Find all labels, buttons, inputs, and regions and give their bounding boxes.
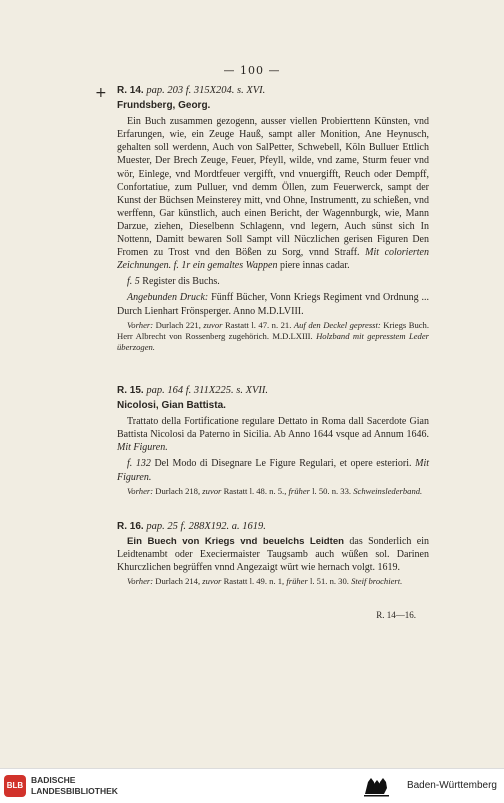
entry-header: R. 16. pap. 25 f. 288X192. a. 1619. [117,521,266,532]
entry-header: R. 15. pap. 164 f. 311X225. s. XVII. [117,385,269,396]
entry-folio-note: f. 5 Register dis Buchs. [127,276,220,288]
entry-r15 [117,384,429,497]
entry-r16 [117,520,429,587]
entry-folio-note: f. 132 Del Modo di Disegnare Le Figure Regulari, et opere esteriori. Mit Figuren. [117,458,430,483]
viewer-footer [0,768,504,803]
entry-description: Ein Buch zusammen gezogenn, ausser viellen Probierttenn Künsten, vnd Erfarungen, wie, ein Zeuge Hauß, sampt aller Monition, Ane Heynusch, gehalten soll werdenn, Auch von SalPetter, Schwebell, Köln Bulluer Ettlich Muester, Der Brech Zeuge, Feuer, Pfeyll, wilde, vnd zame, Sturm feuer vnd wör, Einlege, vnd Mordtfeuer vergifft, vnd vnuergifft, Reuch oder Dempff, Confortatiue, zum Pulluer, vnd demm Öllen, zum Feuerwerck, sampt der Kunst der Büchsen Meinsterey mitt, vnd Ohne, Instrumentt, zu schießen, vnd werffenn, Gar künstlich, auch einen Bericht, der Wagennburgk, wie, Mann Darzue, ziehen, Dieselbenn Schlagenn, vnd legern, Auch sünst sich In Nottenn, Damitt bewaren Soll Sampt vill Nüczlichen gerisen Figuren Den Fromen zu Trost vnd den Bößen zu Sorg, vnnd Straff. Mit colorierten Zeichnungen. f. 1r ein gemaltes Wappen piere innas cadar. [117,116,429,272]
blb-logo-icon[interactable]: BLB [4,775,26,797]
signature-mark: R. 14—16. [376,610,416,620]
entry-bound-print: Angebunden Druck: Fünff Bücher, Vonn Kriegs Regiment vnd Ordnung ... Durch Lienhart Frönsperger. Anno M.D.LVIII. [117,292,430,317]
entry-description: Ein Buech von Kriegs vnd beuelchs Leidten das Sonderlich ein Leidtenambt oder Execiermaister Taugsamb auch wüßen sol. Darinen Khurczlichen begrüffen vnnd Angezaigt würt wie hernach volgt. 1619. [117,536,429,574]
entry-provenance: Vorher: Durlach 214, zuvor Rastatt l. 49. n. 1, früher l. 51. n. 30. Steif brochiert. [127,576,403,587]
entry-author: Frundsberg, Georg. [117,100,211,112]
margin-cross-mark: + [95,85,107,101]
entry-header: R. 14. pap. 203 f. 315X204. s. XVI. [117,85,266,96]
page-number: — 100 — [223,64,281,77]
entry-description: Trattato della Fortificatione regulare Dettato in Roma dall Sacerdote Gian Battista Nicolosi da Paterno in Sicilia. Ab Anno 1644 vsque ad Annum 1646. Mit Figuren. [117,416,429,454]
blb-logo-text[interactable]: BADISCHE LANDESBIBLIOTHEK [31,775,118,796]
entry-provenance: Vorher: Durlach 218, zuvor Rastatt l. 48. n. 5., früher l. 50. n. 33. Schweinslederband. [127,485,423,496]
baden-wuerttemberg-lions-icon [362,774,392,798]
entry-author: Nicolosi, Gian Battista. [117,400,226,412]
baden-wuerttemberg-label[interactable]: Baden-Württemberg [406,780,497,791]
entry-provenance: Vorher: Durlach 221, zuvor Rastatt l. 47. n. 21. Auf den Deckel gepresst: Kriegs Buch. Herr Albrecht von Rossenberg zugehörich. M.D.LXIII. Holzband mit gepresstem Leder überzogen. [117,319,430,352]
entry-r14 [117,84,429,353]
